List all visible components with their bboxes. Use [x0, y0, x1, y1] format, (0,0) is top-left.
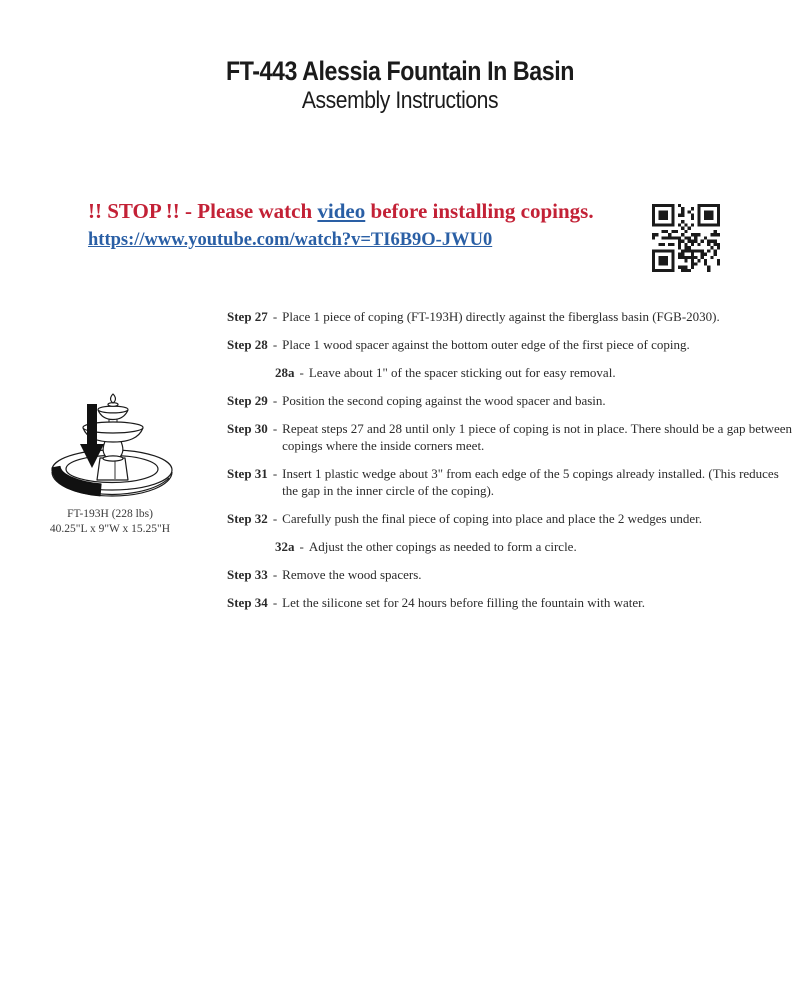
stop-warning-line	[88, 197, 663, 225]
step-text: Adjust the other copings as needed to form a circle.	[308, 539, 577, 554]
stop-notice	[88, 197, 663, 252]
coping-figure	[30, 392, 190, 537]
step-label: Step 34	[227, 595, 268, 610]
stop-warning-prefix: !! STOP !! - Please watch	[88, 199, 318, 223]
step-separator: -	[272, 466, 278, 481]
step-separator: -	[272, 337, 278, 352]
qr-code-graphic	[652, 204, 720, 272]
step-text: Leave about 1" of the spacer sticking out for easy removal.	[308, 365, 616, 380]
step-label: Step 33	[227, 567, 268, 582]
steps-list	[227, 308, 793, 622]
step-separator: -	[272, 421, 278, 436]
figure-caption-line1: FT-193H (228 lbs)	[67, 508, 153, 520]
step-text: Position the second coping against the wood spacer and basin.	[282, 393, 606, 408]
step-row	[227, 510, 793, 527]
pedestal-collar	[103, 456, 123, 461]
step-text: Let the silicone set for 24 hours before filling the fountain with water.	[282, 595, 645, 610]
step-label: 28a	[275, 365, 295, 380]
finial	[111, 394, 116, 403]
stop-warning-suffix: before installing copings.	[365, 199, 594, 223]
step-separator: -	[272, 309, 278, 324]
step-label: Step 27	[227, 309, 268, 324]
youtube-url-link[interactable]: https://www.youtube.com/watch?v=TI6B9O-JWU0	[88, 230, 493, 250]
step-label: 32a	[275, 539, 295, 554]
step-text: Place 1 wood spacer against the bottom outer edge of the first piece of coping.	[282, 337, 690, 352]
step-text: Place 1 piece of coping (FT-193H) directly against the fiberglass basin (FGB-2030).	[282, 309, 720, 324]
step-row	[227, 465, 793, 499]
step-label: Step 28	[227, 337, 268, 352]
fountain-diagram	[37, 392, 183, 504]
step-label: Step 31	[227, 466, 268, 481]
step-row	[227, 420, 793, 454]
figure-caption-line2: 40.25"L x 9"W x 15.25"H	[49, 523, 171, 535]
title-block	[0, 56, 800, 116]
step-label: Step 30	[227, 421, 268, 436]
step-row	[275, 364, 793, 381]
page-subtitle: Assembly Instructions	[301, 87, 499, 114]
step-text: Insert 1 plastic wedge about 3" from each edge of the 5 copings already installed. (This reduces the gap in the inner circle of the coping).	[282, 466, 779, 498]
step-text: Carefully push the final piece of coping into place and place the 2 wedges under.	[282, 511, 702, 526]
step-row	[227, 594, 793, 611]
step-separator: -	[299, 365, 304, 380]
step-separator: -	[272, 567, 278, 582]
step-text: Repeat steps 27 and 28 until only 1 piece of coping is not in place. There should be a gap between copings where the inside corners meet.	[282, 421, 793, 453]
video-link[interactable]: video	[317, 199, 366, 223]
step-label: Step 29	[227, 393, 268, 408]
upper-bowl-rim	[98, 406, 128, 413]
step-label: Step 32	[227, 511, 268, 526]
step-row	[227, 392, 793, 409]
step-separator: -	[299, 539, 304, 554]
figure-caption	[30, 507, 190, 537]
step-row	[227, 566, 793, 583]
page-title: FT-443 Alessia Fountain In Basin	[226, 56, 574, 86]
step-separator: -	[272, 393, 278, 408]
qr-code	[652, 204, 720, 272]
step-separator: -	[272, 595, 278, 610]
step-separator: -	[272, 511, 278, 526]
step-row	[227, 336, 793, 353]
step-row	[227, 308, 793, 325]
step-text: Remove the wood spacers.	[282, 567, 422, 582]
step-row	[275, 538, 793, 555]
